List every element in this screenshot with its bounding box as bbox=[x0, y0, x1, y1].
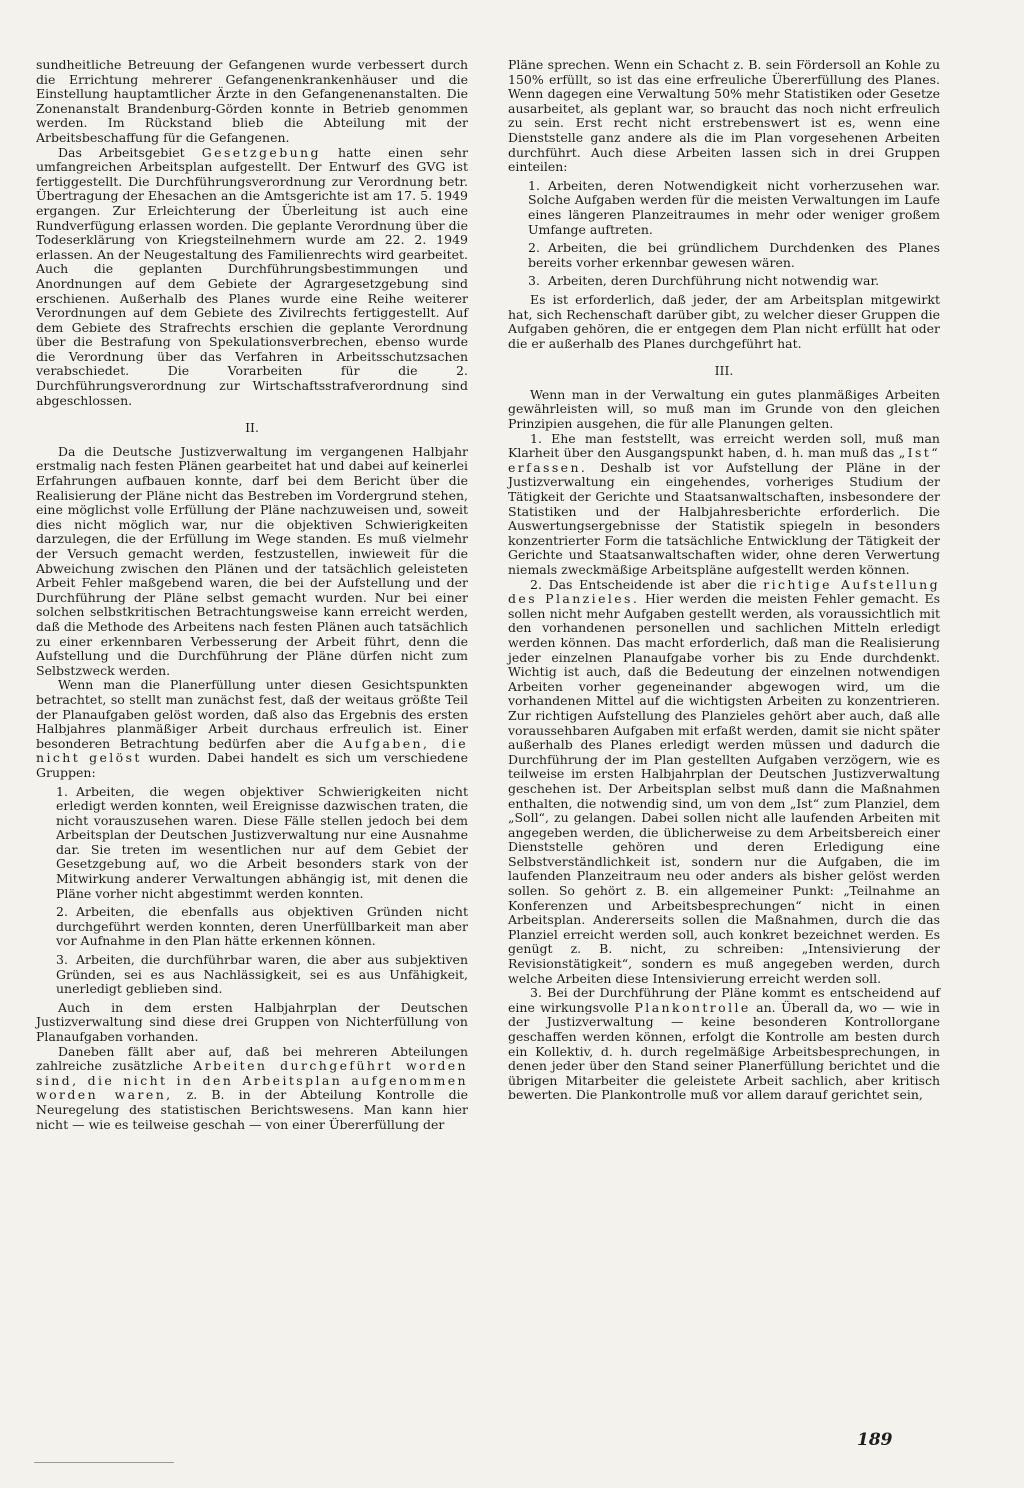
spaced-term: Gesetzgebung bbox=[201, 144, 321, 160]
list-text: Arbeiten, deren Durchführung nicht notwendig war. bbox=[548, 273, 880, 289]
section-heading: III. bbox=[714, 363, 734, 379]
list-item bbox=[508, 241, 940, 270]
text-run: an. Überall da, wo — wie in der Justizverwaltung — keine besonderen Kontrollorgane geschaffen werden können, erfolgt die Kontrolle am besten durch ein Kollektiv, d. h. durch regelmäßige Arbeitsbesprechungen, in denen jeder über den Stand seiner Planerfüllung berichtet und die übrigen Mitarbeiter die geleistete Arbeit sachlich, aber kritisch bewerten. Die Plankontrolle muß vor allem darauf gerichtet sein, bbox=[508, 999, 940, 1103]
text-run: Deshalb ist vor Aufstellung der Pläne in der Justizverwaltung ein eingehendes, vorheriges Studium der Tätigkeit der Gerichte und Staatsanwaltschaften, insbesondere der Statistiken und der Halbjahresberichte erforderlich. Die Auswertungsergebnisse der Statistik spiegeln in besonders konzentrierter Form die tatsächliche Entwicklung der Tätigkeit der Gerichte und Staatsanwaltschaften wider, ohne deren Verwertung niemals zweckmäßige Arbeitspläne aufgestellt werden können. bbox=[508, 459, 940, 577]
list-item bbox=[36, 905, 468, 949]
spaced-term: „Ist“ erfassen. bbox=[508, 445, 940, 475]
text-run: Hier werden die meisten Fehler gemacht. Es sollen nicht mehr Aufgaben gestellt werden, als voraussichtlich mit den vorhandenen personellen und sachlichen Mitteln erledigt werden können. Das macht erforderlich, daß man die Realisierung jeder einzelnen Planaufgabe vorher bis zu Ende durchdenkt. Wichtig ist auch, daß die Bedeutung der einzelnen notwendigen Arbeiten vorher gegeneinander abgewogen wird, um die vorhandenen Mittel auf die wichtigsten Arbeiten zu konzentrieren. Zur richtigen Aufstellung des Planzieles gehört aber auch, daß alle voraussehbaren Aufgaben mit erfaßt werden, damit sie nicht später außerhalb des Planes erledigt werden müssen und dadurch die Durchführung der im Plan gestellten Aufgaben verzögern, wie es teilweise im ersten Halbjahrplan der Deutschen Justizverwaltung geschehen ist. Der Arbeitsplan selbst muß dann die Maßnahmen enthalten, die notwendig sind, um von dem „Ist“ zum Planziel, dem „Soll“, zu gelangen. Dabei sollen nicht alle laufenden Arbeiten mit angegeben werden, die üblicherweise zu dem Arbeitsbereich einer Dienststelle gehören und deren Erledigung eine Selbstverständlichkeit ist, sondern nur die Aufgaben, die im laufenden Planzeitraum neu oder anders als bisher gelöst werden sollen. So gehört z. B. ein allgemeiner Punkt: „Teilnahme an Konferenzen und Arbeitsbesprechungen“ nicht in einen Arbeitsplan. Andererseits sollen die Maßnahmen, durch die das Planziel erreicht werden soll, auch konkret bezeichnet werden. Es genügt z. B. nicht, zu schreiben: „Intensivierung der Revisionstätigkeit“, sondern es muß angegeben werden, durch welche Arbeiten diese Intensivierung erreicht werden soll. bbox=[508, 591, 940, 986]
list-text: Arbeiten, deren Notwendigkeit nicht vorherzusehen war. Solche Aufgaben werden für die meisten Verwaltungen im Laufe eines längeren Planzeitraumes in mehr oder weniger großem Umfange auftreten. bbox=[528, 177, 940, 237]
text-run: 2. Das Entscheidende ist aber die bbox=[530, 576, 757, 592]
text-run: hatte einen sehr umfangreichen Arbeitsplan aufgestellt. Der Entwurf des GVG ist fertiggestellt. Die Durchführungsverordnung zur Verordnung betr. Übertragung der Ehesachen an die Amtsgerichte ist am 17. 5. 1949 ergangen. Zur Erleichterung der Überleitung ist auch eine Rundverfügung erlassen worden. Die geplante Verordnung über die Todeserklärung von Kriegsteilnehmern wurde am 22. 2. 1949 erlassen. An der Neugestaltung des Familienrechts wird gearbeitet. Auch die geplanten Durchführungsbestimmungen und Anordnungen auf dem Gebiete der Agrargesetzgebung sind erschienen. Außerhalb des Planes wurde eine Reihe weiterer Verordnungen auf dem Gebiete des Zivilrechts fertiggestellt. Auf dem Gebiete des Strafrechts erschien die geplante Verordnung über die Bestrafung von Spekulationsverbrechen, ebenso wurde die Verordnung über das Verfahren in Arbeitsschutzsachen verabschiedet. Die Vorarbeiten für die 2. Durchführungsverordnung zur Wirtschaftsstrafverordnung sind abgeschlossen. bbox=[36, 144, 468, 408]
paragraph bbox=[36, 146, 468, 409]
list-text: Arbeiten, die durchführbar waren, die aber aus subjektiven Gründen, sei es aus Nachlässigkeit, sei es aus Unfähigkeit, unerledigt geblieben sind. bbox=[56, 952, 468, 997]
list-item bbox=[36, 953, 468, 997]
list-number: 3. bbox=[56, 952, 68, 968]
footer-rule bbox=[34, 1462, 174, 1463]
list-item bbox=[508, 179, 940, 237]
spaced-term: Arbeiten durchgeführt worden sind, die nicht in den Arbeitsplan aufgenommen worden waren, bbox=[36, 1058, 469, 1103]
text-run: z. B. in der Abteilung Kontrolle die Neuregelung des statistischen Berichtswesens. Man kann hier nicht — wie es teilweise geschah — von einer Übererfüllung der bbox=[36, 1087, 468, 1132]
left-column bbox=[36, 58, 468, 1132]
paragraph bbox=[508, 578, 940, 987]
paragraph: sundheitliche Betreuung der Gefangenen wurde verbessert durch die Errichtung mehrerer Gefangenenkrankenhäuser und die Einstellung hauptamtlicher Ärzte in den Gefangenenanstalten. Die Zonenanstalt Brandenburg-Görden konnte in Betrieb genommen werden. Im Rückstand blieb die Abteilung mit der Arbeitsbeschaffung für die Gefangenen. bbox=[36, 57, 468, 145]
list-text: Arbeiten, die wegen objektiver Schwierigkeiten nicht erledigt werden konnten, weil Ereignisse dazwischen traten, die nicht vorauszusehen waren. Diese Fälle stellen jedoch bei dem Arbeitsplan der Deutschen Justizverwaltung nur eine Ausnahme dar. Sie treten im wesentlichen nur auf dem Gebiet der Gesetzgebung auf, wo die Arbeit besonders stark von der Mitwirkung anderer Verwaltungen abhängig ist, mit denen die Pläne vorher nicht abgestimmt werden konnten. bbox=[56, 783, 468, 901]
text-run: Wenn man die Planerfüllung unter diesen Gesichtspunkten betrachtet, so stellt man zunächst fest, daß der weitaus größte Teil der Planaufgaben gelöst worden, daß also das Ergebnis des ersten Halbjahres planmäßiger Arbeit durchaus erfreulich ist. Einer besonderen Betrachtung bedürfen aber die bbox=[36, 677, 468, 751]
text-run: 1. Ehe man feststellt, was erreicht werden soll, muß man Klarheit über den Ausgangspunkt haben, d. h. man muß das bbox=[508, 430, 940, 461]
text-run: Daneben fällt aber auf, daß bei mehreren Abteilungen zahlreiche zusätzliche bbox=[36, 1043, 468, 1074]
paragraph bbox=[508, 986, 940, 1103]
list-item bbox=[36, 785, 468, 902]
list-number: 2. bbox=[56, 904, 68, 920]
text-run: Das Arbeitsgebiet bbox=[58, 144, 185, 160]
paragraph: Wenn man in der Verwaltung ein gutes planmäßiges Arbeiten gewährleisten will, so muß man im Grunde von den gleichen Prinzipien ausgehen, die für alle Planungen gelten. bbox=[508, 386, 940, 432]
paragraph bbox=[36, 678, 468, 780]
list-item bbox=[508, 274, 940, 289]
page-number: 189 bbox=[857, 1430, 893, 1450]
text-run: 3. Bei der Durchführung der Pläne kommt es entscheidend auf eine wirkungsvolle bbox=[508, 985, 940, 1015]
list-number: 3. bbox=[528, 273, 540, 289]
list-text: Arbeiten, die ebenfalls aus objektiven Gründen nicht durchgeführt werden konnten, deren Unerfüllbarkeit man aber vor Aufnahme in den Plan hätte erkennen können. bbox=[56, 904, 468, 949]
spaced-term: richtige Aufstellung des Planzieles. bbox=[508, 576, 940, 607]
spaced-term: Aufgaben, die nicht gelöst bbox=[36, 735, 468, 766]
list-text: Arbeiten, die bei gründlichem Durchdenken des Planes bereits vorher erkennbar gewesen wären. bbox=[528, 240, 940, 270]
paragraph: Es ist erforderlich, daß jeder, der am Arbeitsplan mitgewirkt hat, sich Rechenschaft darüber gibt, zu welcher dieser Gruppen die Aufgaben gehören, die er entgegen dem Plan nicht erfüllt hat oder die er außerhalb des Planes durchgeführt hat. bbox=[508, 291, 940, 351]
list-number: 1. bbox=[56, 783, 68, 799]
list-number: 1. bbox=[528, 177, 540, 193]
right-column bbox=[508, 58, 940, 1103]
paragraph bbox=[36, 1045, 468, 1133]
paragraph bbox=[508, 432, 940, 578]
paragraph: Auch in dem ersten Halbjahrplan der Deutschen Justizverwaltung sind diese drei Gruppen von Nichterfüllung von Planaufgaben vorhanden. bbox=[36, 999, 468, 1044]
list-number: 2. bbox=[528, 240, 540, 256]
section-heading: II. bbox=[245, 420, 259, 436]
paragraph: Pläne sprechen. Wenn ein Schacht z. B. sein Fördersoll an Kohle zu 150% erfüllt, so ist das eine erfreuliche Übererfüllung des Planes. Wenn dagegen eine Verwaltung 50% mehr Statistiken oder Gesetze ausarbeitet, als geplant war, so braucht das noch nicht erfreulich zu sein. Erst recht nicht erstrebenswert ist es, wenn eine Dienststelle ganz andere als die im Plan vorgesehenen Arbeiten durchführt. Auch diese Arbeiten lassen sich in drei Gruppen einteilen: bbox=[508, 57, 940, 175]
spaced-term: Plankontrolle bbox=[634, 999, 751, 1015]
paragraph: Da die Deutsche Justizverwaltung im vergangenen Halbjahr erstmalig nach festen Plänen gearbeitet hat und dabei auf keinerlei Erfahrungen aufbauen konnte, darf bei dem Bericht über die Realisierung der Pläne nicht das Bestreben im Vordergrund stehen, eine möglichst volle Erfüllung der Pläne nachzuweisen und, soweit dies nicht möglich war, nur die objektiven Schwierigkeiten darzulegen, die der Erfüllung im Wege standen. Es muß vielmehr der Versuch gemacht werden, festzustellen, inwieweit für die Abweichung zwischen den Plänen und der tatsächlich geleisteten Arbeit Fehler maßgebend waren, die bei der Aufstellung und der Durchführung der Pläne selbst gemacht wurden. Nur bei einer solchen selbstkritischen Betrachtungsweise kann erreicht werden, daß die Methode des Arbeitens nach festen Plänen auch tatsächlich zu einer erkennbaren Verbesserung der Arbeit führt, denn die Aufstellung und die Durchführung der Pläne dürfen nicht zum Selbstzweck werden. bbox=[36, 443, 468, 678]
text-run: wurden. Dabei handelt es sich um verschiedene Gruppen: bbox=[36, 750, 468, 780]
